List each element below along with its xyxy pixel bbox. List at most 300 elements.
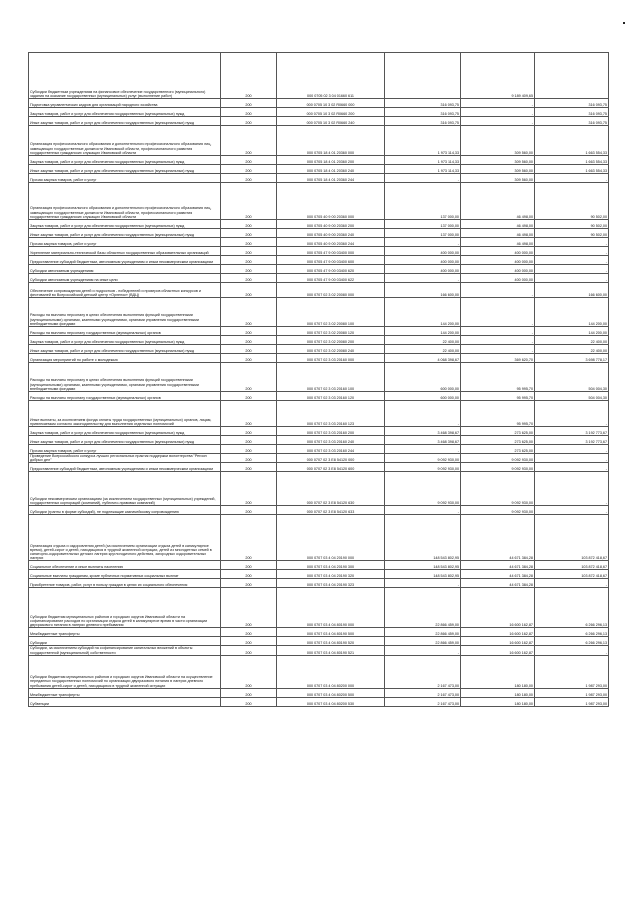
budget-code: 000 0707 02 3 E8 54120 000 [277, 454, 385, 463]
executed-amount: 9 092 930,00 [461, 506, 535, 515]
executed-amount: 309 560,00 [461, 165, 535, 174]
unexecuted-amount: 504 004,30 [535, 363, 609, 392]
budget-code: 000 0705 10 3 02 R0660 000 [277, 99, 385, 108]
row-code: 200 [221, 99, 277, 108]
unexecuted-amount: 1 663 554,33 [535, 165, 609, 174]
approved-amount: 2 167 473,00 [385, 688, 461, 697]
row-code: 200 [221, 274, 277, 283]
budget-code: 000 0707 02 3 02 20080 000 [277, 283, 385, 298]
executed-amount: 369 620,70 [461, 354, 535, 363]
row-code: 200 [221, 53, 277, 99]
table-row [29, 327, 609, 336]
unexecuted-amount: 6 266 296,13 [535, 637, 609, 646]
unexecuted-amount: 3 192 773,67 [535, 427, 609, 436]
row-name: Закупка товаров, работ и услуг для обеспечения государственных (муниципальных) нужд [29, 220, 221, 229]
row-name: Межбюджетные трансферты [29, 628, 221, 637]
table-row [29, 229, 609, 238]
approved-amount: 1 973 114,33 [385, 126, 461, 156]
unexecuted-amount: - [535, 646, 609, 655]
row-code: 200 [221, 165, 277, 174]
row-name: Иные закупки товаров, работ и услуг для обеспечения государственных (муниципальных) нужд [29, 165, 221, 174]
approved-amount: 1 973 114,33 [385, 156, 461, 165]
row-code: 200 [221, 265, 277, 274]
unexecuted-amount: - [535, 454, 609, 463]
approved-amount: 22 400,00 [385, 345, 461, 354]
approved-amount [385, 53, 461, 99]
budget-code: 000 0707 02 3 E8 54120 630 [277, 472, 385, 506]
approved-amount: 137 000,00 [385, 229, 461, 238]
unexecuted-amount: 1 987 293,00 [535, 688, 609, 697]
budget-code: 000 0707 03 4 04 80190 500 [277, 628, 385, 637]
executed-amount: 400 000,00 [461, 265, 535, 274]
row-code: 200 [221, 454, 277, 463]
budget-code: 000 0705 47 9 00 03400 600 [277, 256, 385, 265]
approved-amount: 137 000,00 [385, 220, 461, 229]
executed-amount: 400 000,00 [461, 256, 535, 265]
row-code: 200 [221, 392, 277, 401]
table-row [29, 628, 609, 637]
unexecuted-amount: - [535, 238, 609, 247]
unexecuted-amount: 144 200,00 [535, 327, 609, 336]
table-row [29, 247, 609, 256]
unexecuted-amount: - [535, 256, 609, 265]
executed-amount: - [461, 336, 535, 345]
approved-amount: 22 866 459,00 [385, 588, 461, 628]
row-name: Приобретение товаров, работ, услуг в пользу граждан в целях их социального обеспечения [29, 579, 221, 588]
budget-code: 000 0707 02 3 02 20080 100 [277, 298, 385, 327]
row-code: 200 [221, 174, 277, 183]
row-name: Организация профессионального образования и дополнительного профессионального образования лиц, замещающих государственные должности Ивановской области, профессионального развития государственных гражданских служащих Ивановской области [29, 126, 221, 156]
executed-amount: 46 498,00 [461, 183, 535, 220]
budget-code: 000 0707 02 3 02 20080 120 [277, 327, 385, 336]
table-row [29, 117, 609, 126]
row-name: Расходы на выплаты персоналу в целях обеспечения выполнения функций государственными (муниципальными) органами, казенными учреждениями, органами управления государственными внебюджетными фондами [29, 298, 221, 327]
unexecuted-amount: 316 093,75 [535, 99, 609, 108]
budget-code: 000 0707 02 3 03 20160 123 [277, 401, 385, 427]
unexecuted-amount: 166 600,00 [535, 283, 609, 298]
executed-amount: 309 560,00 [461, 156, 535, 165]
row-code: 200 [221, 345, 277, 354]
approved-amount: 316 093,75 [385, 117, 461, 126]
unexecuted-amount: - [535, 506, 609, 515]
approved-amount: 2 167 473,00 [385, 697, 461, 706]
approved-amount: - [385, 401, 461, 427]
table-row [29, 515, 609, 561]
approved-amount: - [385, 274, 461, 283]
budget-code: 000 0705 40 9 00 20360 200 [277, 220, 385, 229]
row-name: Укрепление материально-технической базы областных государственных образовательных организаций [29, 247, 221, 256]
budget-code: 000 0705 47 9 00 03400 000 [277, 247, 385, 256]
executed-amount: 16 600 162,87 [461, 646, 535, 655]
budget-code: 000 0705 10 3 02 R0660 240 [277, 117, 385, 126]
row-name: Субвенции [29, 697, 221, 706]
row-code: 200 [221, 655, 277, 688]
row-code: 200 [221, 688, 277, 697]
executed-amount: 16 600 162,87 [461, 628, 535, 637]
executed-amount: 400 000,00 [461, 247, 535, 256]
executed-amount: 180 180,00 [461, 697, 535, 706]
row-code: 200 [221, 570, 277, 579]
approved-amount: 400 000,00 [385, 265, 461, 274]
approved-amount: - [385, 506, 461, 515]
approved-amount: - [385, 646, 461, 655]
executed-amount: - [461, 298, 535, 327]
unexecuted-amount: 1 663 554,33 [535, 126, 609, 156]
approved-amount: - [385, 579, 461, 588]
executed-amount: 95 995,70 [461, 363, 535, 392]
row-name: Субсидии автономным учреждениям [29, 265, 221, 274]
budget-code: 000 0705 40 9 00 20360 240 [277, 229, 385, 238]
table-row [29, 156, 609, 165]
table-row [29, 506, 609, 515]
unexecuted-amount: 1 987 293,00 [535, 697, 609, 706]
budget-code: 000 0707 03 4 04 80190 520 [277, 637, 385, 646]
budget-code: 000 0707 02 3 03 20160 240 [277, 436, 385, 445]
approved-amount: 148 543 802,95 [385, 515, 461, 561]
table-row [29, 274, 609, 283]
table-row [29, 183, 609, 220]
row-name: Обеспечение сопровождения детей и подростков - победителей и призеров областных конкурсов и фестивалей во Всероссийский детский центр «Орленок» (ВДЦ) [29, 283, 221, 298]
row-name: Субсидии, за исключением субсидий на софинансирование капитальных вложений в объекты государственной (муниципальной) собственности [29, 646, 221, 655]
table-row [29, 588, 609, 628]
executed-amount: 400 000,00 [461, 274, 535, 283]
executed-amount: 16 600 162,87 [461, 588, 535, 628]
row-code: 200 [221, 427, 277, 436]
executed-amount: 273 625,00 [461, 445, 535, 454]
budget-code: 000 0707 03 4 04 80190 000 [277, 588, 385, 628]
row-code: 200 [221, 628, 277, 637]
row-code: 200 [221, 220, 277, 229]
row-code: 200 [221, 336, 277, 345]
row-name: Прочая закупка товаров, работ и услуг [29, 238, 221, 247]
approved-amount: 137 000,00 [385, 183, 461, 220]
table-row [29, 472, 609, 506]
row-name: Расходы на выплаты персоналу государственных (муниципальных) органов [29, 327, 221, 336]
executed-amount: 273 625,00 [461, 436, 535, 445]
approved-amount: 166 600,00 [385, 283, 461, 298]
table-row [29, 401, 609, 427]
budget-table [28, 52, 609, 707]
row-code: 200 [221, 445, 277, 454]
row-code: 200 [221, 588, 277, 628]
row-code: 200 [221, 156, 277, 165]
unexecuted-amount: 6 266 296,13 [535, 628, 609, 637]
approved-amount: 600 000,00 [385, 392, 461, 401]
table-row [29, 445, 609, 454]
row-name: Предоставление субсидий бюджетным, автономным учреждениям и иным некоммерческим организациям [29, 463, 221, 472]
unexecuted-amount: - [535, 579, 609, 588]
row-code: 200 [221, 238, 277, 247]
budget-code: 000 0707 03 4 04 80200 500 [277, 688, 385, 697]
executed-amount: 180 180,00 [461, 688, 535, 697]
executed-amount: 309 560,00 [461, 126, 535, 156]
approved-amount: 148 543 802,95 [385, 561, 461, 570]
executed-amount: 44 671 384,28 [461, 570, 535, 579]
budget-code: 000 0705 18 4 01 20360 000 [277, 126, 385, 156]
row-name: Прочая закупка товаров, работ и услуг [29, 174, 221, 183]
table-row [29, 637, 609, 646]
executed-amount: 309 560,00 [461, 174, 535, 183]
budget-code: 000 0707 02 3 E8 54120 633 [277, 506, 385, 515]
approved-amount: 9 092 930,00 [385, 454, 461, 463]
row-code: 200 [221, 401, 277, 427]
unexecuted-amount: 90 502,00 [535, 183, 609, 220]
approved-amount: - [385, 445, 461, 454]
row-code: 200 [221, 561, 277, 570]
row-code: 200 [221, 283, 277, 298]
executed-amount: 46 498,00 [461, 229, 535, 238]
budget-code: 000 0707 03 4 04 20190 323 [277, 579, 385, 588]
approved-amount: 2 167 473,00 [385, 655, 461, 688]
row-code: 200 [221, 506, 277, 515]
budget-code: 000 0707 02 3 02 20080 200 [277, 336, 385, 345]
executed-amount: - [461, 345, 535, 354]
table-row [29, 256, 609, 265]
approved-amount: 148 543 802,95 [385, 570, 461, 579]
executed-amount: 9 092 930,00 [461, 454, 535, 463]
unexecuted-amount: - [535, 401, 609, 427]
row-name: Подготовка управленческих кадров для организаций народного хозяйства [29, 99, 221, 108]
executed-amount: - [461, 283, 535, 298]
unexecuted-amount: - [535, 247, 609, 256]
approved-amount: 22 866 459,00 [385, 628, 461, 637]
executed-amount: 44 671 384,28 [461, 515, 535, 561]
approved-amount: 9 092 930,00 [385, 463, 461, 472]
row-code: 200 [221, 463, 277, 472]
row-code: 200 [221, 646, 277, 655]
table-row [29, 53, 609, 99]
row-name: Иные закупки товаров, работ и услуг для обеспечения государственных (муниципальных) нужд [29, 436, 221, 445]
table-row [29, 436, 609, 445]
executed-amount: 46 498,00 [461, 238, 535, 247]
executed-amount: 9 092 930,00 [461, 472, 535, 506]
unexecuted-amount: 22 400,00 [535, 345, 609, 354]
table-row [29, 220, 609, 229]
budget-code: 000 0705 47 9 00 03400 622 [277, 274, 385, 283]
row-name: Закупка товаров, работ и услуг для обеспечения государственных (муниципальных) нужд [29, 156, 221, 165]
approved-amount: 22 866 459,00 [385, 637, 461, 646]
executed-amount: - [461, 99, 535, 108]
executed-amount: 95 995,70 [461, 401, 535, 427]
row-name: Иные закупки товаров, работ и услуг для обеспечения государственных (муниципальных) нужд [29, 117, 221, 126]
table-row [29, 354, 609, 363]
executed-amount: - [461, 117, 535, 126]
unexecuted-amount: 144 200,00 [535, 298, 609, 327]
executed-amount: 95 995,70 [461, 392, 535, 401]
row-code: 200 [221, 363, 277, 392]
row-name: Иные закупки товаров, работ и услуг для обеспечения государственных (муниципальных) нужд [29, 345, 221, 354]
row-code: 200 [221, 256, 277, 265]
approved-amount: 9 092 930,00 [385, 472, 461, 506]
row-name: Субсидии бюджетам муниципальных районов и городских округов Ивановской области на осуществление переданных государственных полномочий по организации двухразового питания в лагерях дневного пребывания детей-сирот и детей, находящихся в трудной жизненной ситуации [29, 655, 221, 688]
row-name: Социальное обеспечение и иные выплаты населению [29, 561, 221, 570]
approved-amount: 1 973 114,33 [385, 165, 461, 174]
table-row [29, 265, 609, 274]
approved-amount: 144 200,00 [385, 327, 461, 336]
executed-amount: 9 092 930,00 [461, 463, 535, 472]
executed-amount: 273 625,00 [461, 427, 535, 436]
row-code: 200 [221, 108, 277, 117]
unexecuted-amount: 316 093,75 [535, 117, 609, 126]
table-row [29, 99, 609, 108]
row-code: 200 [221, 126, 277, 156]
unexecuted-amount: - [535, 174, 609, 183]
row-name: Организация профессионального образования и дополнительного профессионального образования лиц, замещающих государственные должности Ивановской области, профессионального развития государственных гражданских служащих Ивановской области [29, 183, 221, 220]
budget-code: 000 0707 02 3 03 20160 120 [277, 392, 385, 401]
approved-amount: 3 468 398,67 [385, 427, 461, 436]
budget-code: 000 0707 03 4 04 80190 521 [277, 646, 385, 655]
executed-amount: - [461, 327, 535, 336]
budget-code: 000 0705 47 9 00 03400 620 [277, 265, 385, 274]
table-row [29, 363, 609, 392]
executed-amount: 16 600 162,87 [461, 637, 535, 646]
table-row [29, 108, 609, 117]
executed-amount: 44 671 384,28 [461, 579, 535, 588]
approved-amount: 316 093,75 [385, 99, 461, 108]
row-code: 200 [221, 354, 277, 363]
row-code: 200 [221, 298, 277, 327]
row-name: Социальные выплаты гражданам, кроме публичных нормативных социальных выплат [29, 570, 221, 579]
unexecuted-amount: 1 663 554,33 [535, 156, 609, 165]
table-row [29, 283, 609, 298]
row-name: Расходы на выплаты персоналу государственных (муниципальных) органов [29, 392, 221, 401]
approved-amount: 4 068 398,67 [385, 354, 461, 363]
row-name: Субсидии бюджетам муниципальных районов и городских округов Ивановской области на софинансирование расходов по организации отдыха детей в каникулярное время в части организации двухразового питания в лагерях дневного пребывания [29, 588, 221, 628]
budget-code: 000 0707 02 3 03 20160 100 [277, 363, 385, 392]
row-name: Межбюджетные трансферты [29, 688, 221, 697]
unexecuted-amount: 3 192 773,67 [535, 436, 609, 445]
budget-code: 000 0705 18 4 01 20360 200 [277, 156, 385, 165]
budget-code: 000 0707 02 3 03 20160 000 [277, 354, 385, 363]
table-row [29, 174, 609, 183]
row-name: Закупка товаров, работ и услуг для обеспечения государственных (муниципальных) нужд [29, 108, 221, 117]
budget-code: 000 0705 40 9 00 20360 244 [277, 238, 385, 247]
table-row [29, 298, 609, 327]
budget-code: 000 0707 02 3 03 20160 200 [277, 427, 385, 436]
row-name: Организация мероприятий по работе с молодежью [29, 354, 221, 363]
executed-amount: - [461, 108, 535, 117]
table-row [29, 561, 609, 570]
row-code: 200 [221, 472, 277, 506]
row-name: Иные закупки товаров, работ и услуг для обеспечения государственных (муниципальных) нужд [29, 229, 221, 238]
budget-code: 000 0705 10 3 02 R0660 200 [277, 108, 385, 117]
row-name: Субсидии [29, 637, 221, 646]
executed-amount: 180 180,00 [461, 655, 535, 688]
budget-code: 000 0707 02 3 02 20080 240 [277, 345, 385, 354]
unexecuted-amount: 316 093,75 [535, 108, 609, 117]
budget-code: 000 0707 03 4 04 20190 000 [277, 515, 385, 561]
approved-amount: 144 200,00 [385, 298, 461, 327]
row-name: Закупка товаров, работ и услуг для обеспечения государственных (муниципальных) нужд [29, 336, 221, 345]
table-row [29, 126, 609, 156]
unexecuted-amount: 103 872 418,67 [535, 561, 609, 570]
approved-amount: 316 093,75 [385, 108, 461, 117]
unexecuted-amount: 103 872 418,67 [535, 570, 609, 579]
approved-amount: 600 000,00 [385, 363, 461, 392]
row-name: Расходы на выплаты персоналу в целях обеспечения выполнения функций государственными (муниципальными) органами, казенными учреждениями, органами управления государственными внебюджетными фондами [29, 363, 221, 392]
budget-code: 000 0707 03 4 04 80200 530 [277, 697, 385, 706]
budget-code: 000 0707 02 3 E8 54120 600 [277, 463, 385, 472]
unexecuted-amount: 3 698 778,17 [535, 354, 609, 363]
table-row [29, 655, 609, 688]
approved-amount: - [385, 174, 461, 183]
budget-code: 000 0705 02 3 04 01660 611 [277, 53, 385, 99]
unexecuted-amount: - [535, 265, 609, 274]
table-row [29, 345, 609, 354]
table-row [29, 427, 609, 436]
approved-amount: 22 400,00 [385, 336, 461, 345]
unexecuted-amount: - [535, 274, 609, 283]
unexecuted-amount: 103 872 418,67 [535, 515, 609, 561]
table-row [29, 336, 609, 345]
row-name: Закупка товаров, работ и услуг для обеспечения государственных (муниципальных) нужд [29, 427, 221, 436]
row-code: 200 [221, 637, 277, 646]
executed-amount: 9 189 409,65 [461, 53, 535, 99]
unexecuted-amount: 504 004,30 [535, 392, 609, 401]
row-name: Субсидии (гранты в форме субсидий), не подлежащие казначейскому сопровождению [29, 506, 221, 515]
budget-code: 000 0705 18 4 01 20360 244 [277, 174, 385, 183]
table-row [29, 646, 609, 655]
row-name: Субсидии бюджетным учреждениям на финансовое обеспечение государственного (муниципального) задания на оказание государственных (муниципальных) услуг (выполнение работ) [29, 53, 221, 99]
approved-amount: 400 000,00 [385, 247, 461, 256]
budget-code: 000 0707 03 4 04 20190 320 [277, 570, 385, 579]
approved-amount: 3 468 398,67 [385, 436, 461, 445]
unexecuted-amount: - [535, 472, 609, 506]
table-row [29, 579, 609, 588]
table-row [29, 454, 609, 463]
row-name: Организация отдыха и оздоровления детей (за исключением организации отдыха детей в каникулярное время), детей-сирот и детей, находящихся в трудной жизненной ситуации, детей из многодетных семей в санаторно-оздоровительных детских лагерях круглогодичного действия, загородных оздоровительных лагерях [29, 515, 221, 561]
row-name: Субсидии автономным учреждениям на иные цели [29, 274, 221, 283]
row-code: 200 [221, 436, 277, 445]
row-name: Прочая закупка товаров, работ и услуг [29, 445, 221, 454]
row-name: Субсидии некоммерческим организациям (за исключением государственных (муниципальных) учреждений, государственных корпораций (компаний), публично-правовых компаний) [29, 472, 221, 506]
unexecuted-amount: 90 502,00 [535, 220, 609, 229]
budget-code: 000 0705 18 4 01 20360 240 [277, 165, 385, 174]
executed-amount: 46 498,00 [461, 220, 535, 229]
approved-amount: - [385, 238, 461, 247]
row-code: 200 [221, 515, 277, 561]
table-row [29, 697, 609, 706]
unexecuted-amount: - [535, 445, 609, 454]
table-row [29, 688, 609, 697]
row-code: 200 [221, 117, 277, 126]
row-code: 200 [221, 327, 277, 336]
budget-code: 000 0705 40 9 00 20360 000 [277, 183, 385, 220]
table-row [29, 392, 609, 401]
row-code: 200 [221, 579, 277, 588]
unexecuted-amount: 6 266 296,13 [535, 588, 609, 628]
row-name: Иные выплаты, за исключением фонда оплаты труда государственных (муниципальных) органов, лицам, привлекаемым согласно законодательству для выполнения отдельных полномочий [29, 401, 221, 427]
corner-mark [623, 22, 625, 24]
row-code: 200 [221, 697, 277, 706]
unexecuted-amount [535, 53, 609, 99]
table-row [29, 238, 609, 247]
row-code: 200 [221, 183, 277, 220]
table-row [29, 165, 609, 174]
row-name: Предоставление субсидий бюджетным, автономным учреждениям и иным некоммерческим организациям [29, 256, 221, 265]
row-code: 200 [221, 229, 277, 238]
row-name: Проведение Всероссийского конкурса лучших региональных практик поддержки волонтерства "Регион добрых дел" [29, 454, 221, 463]
unexecuted-amount: 90 502,00 [535, 229, 609, 238]
table-row [29, 570, 609, 579]
unexecuted-amount: - [535, 463, 609, 472]
budget-code: 000 0707 03 4 04 80200 000 [277, 655, 385, 688]
unexecuted-amount: 22 400,00 [535, 336, 609, 345]
executed-amount: 44 671 384,28 [461, 561, 535, 570]
approved-amount: 400 000,00 [385, 256, 461, 265]
table-row [29, 463, 609, 472]
budget-code: 000 0707 03 4 04 20190 300 [277, 561, 385, 570]
